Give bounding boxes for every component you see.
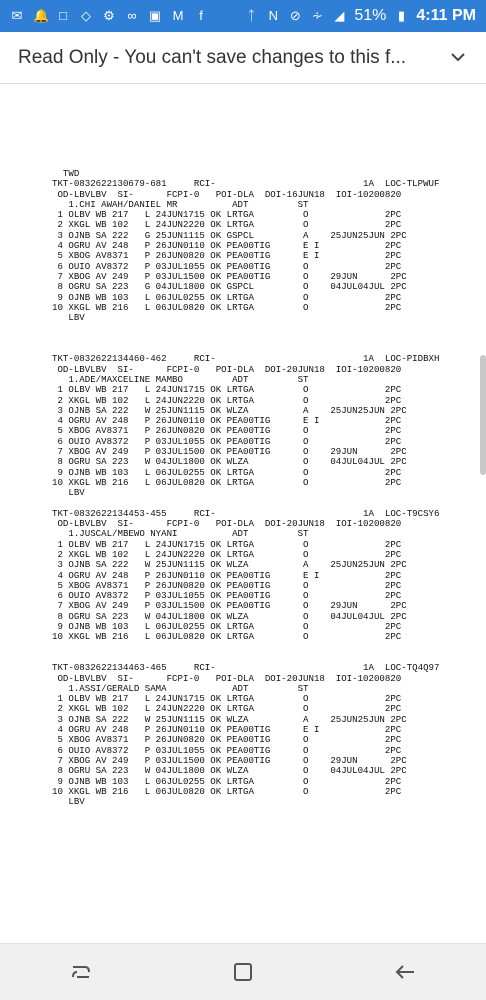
bluetooth-icon: ᛏ bbox=[247, 8, 256, 23]
signal-icon: ◢ bbox=[334, 8, 345, 23]
battery-icon: ▮ bbox=[397, 8, 405, 23]
wallet-icon: □ bbox=[59, 8, 67, 23]
recent-apps-button[interactable] bbox=[61, 952, 101, 992]
document-view[interactable] bbox=[0, 85, 486, 943]
status-bar bbox=[0, 0, 486, 32]
home-icon bbox=[233, 962, 253, 982]
facebook-icon: f bbox=[199, 8, 203, 23]
email-icon: ✉ bbox=[11, 8, 23, 23]
status-system-icons bbox=[244, 7, 476, 25]
back-button[interactable] bbox=[385, 952, 425, 992]
notification-bell-icon: 🔔 bbox=[33, 8, 50, 23]
read-only-banner: Read Only - You can't save changes to this f... bbox=[18, 46, 407, 68]
home-button[interactable] bbox=[223, 952, 263, 992]
scrollbar[interactable] bbox=[480, 355, 486, 475]
battery-percent: 51% bbox=[354, 7, 387, 24]
clock: 4:11 PM bbox=[416, 7, 476, 24]
settings-icon: ⚙ bbox=[103, 8, 115, 23]
tag-icon: ◇ bbox=[81, 8, 91, 23]
gallery-icon: ▣ bbox=[148, 8, 162, 23]
back-arrow-icon bbox=[394, 964, 416, 980]
document-text: TWD TKT-0832622130679-681 RCI- 1A LOC-TLPWUF OD-LBVLBV SI- FCPI-0 POI-DLA DOI-16JUN18 IOI-10200820 1.CHI AWAH/DANIEL MR ADT ST 1 OLBV WB 217 L 24JUN1715 OK LRTGA O 2PC 2 XKGL WB 102 L 24JUN2220 OK LRTGA O 2PC 3 OJNB SA 222 G 25JUN1115 OK GSPCL A 25JUN25JUN 2PC 4 OGRU AV 248 P 26JUN0110 OK PEA00TIG E I 2PC 5 XBOG AV8371 P 26JUN0820 OK PEA00TIG E I 2PC 6 OUIO AV8372 P 03JUL1055 OK PEA00TIG O 2PC 7 XBOG AV 249 P 03JUL1500 OK PEA00TIG O 29JUN 2PC 8 OGRU SA 223 G 04JUL1800 OK GSPCL O 04JUL04JUL 2PC 9 OJNB WB 103 L 06JUL0255 OK LRTGA O 2PC 10 XKGL WB 216 L 06JUL0820 OK LRTGA O 2PC LBV TKT-0832622134460-462 RCI- 1A LOC-PIDBXH OD-LBVLBV SI- FCPI-0 POI-DLA DOI-20JUN18 IOI-10200820 1.ADE/MAXCELINE MAMBO ADT ST 1 OLBV WB 217 L 24JUN1715 OK LRTGA O 2PC 2 XKGL WB 102 L 24JUN2220 OK LRTGA O 2PC 3 OJNB SA 222 W 25JUN1115 OK WLZA A 25JUN25JUN 2PC 4 OGRU AV 248 P 26JUN0110 OK PEA00TIG E I 2PC 5 XBOG AV8371 P 26JUN0820 OK PEA00TIG O 2PC 6 OUIO AV8372 P 03JUL1055 OK PEA00TIG O 2PC 7 XBOG AV 249 P 03JUL1500 OK PEA00TIG O 29JUN 2PC 8 OGRU SA 223 W 04JUL1800 OK WLZA O 04JUL04JUL 2PC 9 OJNB WB 103 L 06JUL0255 OK LRTGA O 2PC 10 XKGL WB 216 L 06JUL0820 OK LRTGA O 2PC LBV TKT-0832622134453-455 RCI- 1A LOC-T9CSY6 OD-LBVLBV SI- FCPI-0 POI-DLA DOI-20JUN18 IOI-10200820 1.JUSCAL/MBEWO NYANI ADT ST 1 OLBV WB 217 L 24JUN1715 OK LRTGA O 2PC 2 XKGL WB 102 L 24JUN2220 OK LRTGA O 2PC 3 OJNB SA 222 W 25JUN1115 OK WLZA A 25JUN25JUN 2PC 4 OGRU AV 248 P 26JUN0110 OK PEA00TIG E I 2PC 5 XBOG AV8371 P 26JUN0820 OK PEA00TIG O 2PC 6 OUIO AV8372 P 03JUL1055 OK PEA00TIG O 2PC 7 XBOG AV 249 P 03JUL1500 OK PEA00TIG O 29JUN 2PC 8 OGRU SA 223 W 04JUL1800 OK WLZA O 04JUL04JUL 2PC 9 OJNB WB 103 L 06JUL0255 OK LRTGA O 2PC 10 XKGL WB 216 L 06JUL0820 OK LRTGA O 2PC TKT-0832622134463-465 RCI- 1A LOC-TQ4Q97 OD-LBVLBV SI- FCPI-0 POI-DLA DOI-20JUN18 IOI-10200820 1.ASSI/GERALD SAMA ADT ST 1 OLBV WB 217 L 24JUN1715 OK LRTGA O 2PC 2 XKGL WB 102 L 24JUN2220 OK LRTGA O 2PC 3 OJNB SA 222 W 25JUN1115 OK WLZA A 25JUN25JUN 2PC 4 OGRU AV 248 P 26JUN0110 OK PEA00TIG E I 2PC 5 XBOG AV8371 P 26JUN0820 OK PEA00TIG O 2PC 6 OUIO AV8372 P 03JUL1055 OK PEA00TIG O 2PC 7 XBOG AV 249 P 03JUL1500 OK PEA00TIG O 29JUN 2PC 8 OGRU SA 223 W 04JUL1800 OK WLZA O 04JUL04JUL 2PC 9 OJNB WB 103 L 06JUL0255 OK LRTGA O 2PC 10 XKGL WB 216 L 06JUL0820 OK LRTGA O 2PC LBV bbox=[52, 168, 440, 808]
wifi-icon: ∻ bbox=[311, 8, 323, 23]
voicemail-icon: ∞ bbox=[127, 8, 137, 23]
mute-icon: ⊘ bbox=[289, 8, 301, 23]
status-notification-icons bbox=[10, 9, 208, 23]
nfc-icon: N bbox=[268, 8, 279, 23]
mail-icon: M bbox=[172, 8, 184, 23]
app-header bbox=[0, 32, 486, 84]
chevron-down-icon[interactable] bbox=[448, 48, 468, 68]
navigation-bar bbox=[0, 943, 486, 1000]
recent-apps-icon bbox=[71, 964, 91, 980]
